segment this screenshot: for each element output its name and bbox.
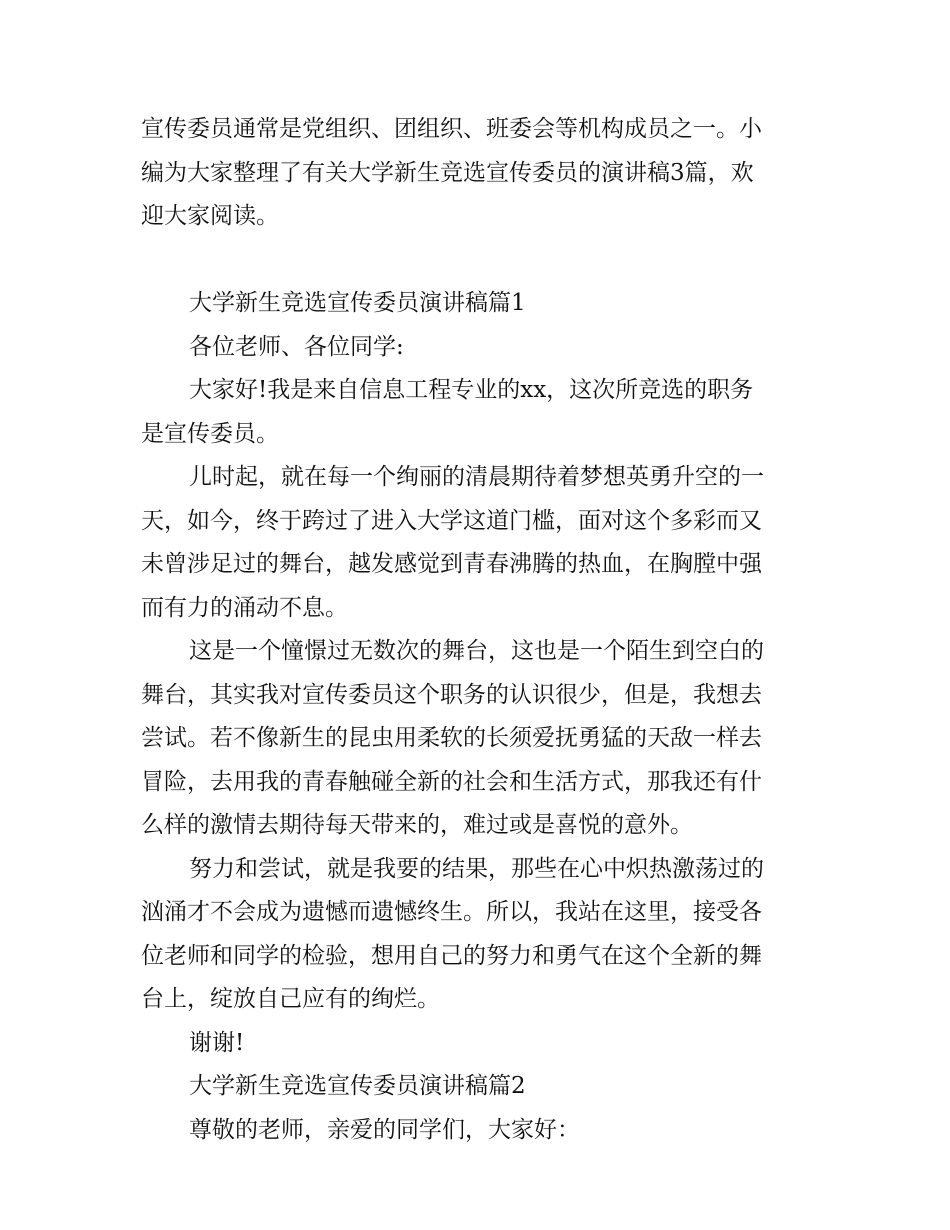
intro-line-1: 宣传委员通常是党组织、团组织、班委会等机构成员之一。小 [141, 116, 762, 142]
speech1-para2-line-1: 儿时起，就在每一个绚丽的清晨期待着梦想英勇升空的一 [189, 464, 764, 490]
speech1-title: 大学新生竞选宣传委员演讲稿篇1 [189, 290, 526, 316]
speech1-para2-line-3: 未曾涉足过的舞台，越发感觉到青春沸腾的热血，在胸膛中强 [141, 551, 762, 577]
speech1-para1-line-2: 是宣传委员。 [141, 420, 279, 447]
speech1-closing: 谢谢! [189, 1029, 245, 1056]
speech2-title: 大学新生竞选宣传委员演讲稿篇2 [189, 1073, 526, 1099]
speech1-para3-line-3: 尝试。若不像新生的昆虫用柔软的长须爱抚勇猛的天敌一样去 [141, 725, 762, 751]
speech1-para2-line-2: 天，如今，终于跨过了进入大学这道门槛，面对这个多彩而又 [141, 507, 762, 534]
speech1-para4-line-1: 努力和尝试，就是我要的结果，那些在心中炽热激荡过的 [189, 855, 764, 882]
intro-line-2: 编为大家整理了有关大学新生竞选宣传委员的演讲稿3篇，欢 [141, 159, 754, 186]
speech1-para4-line-4: 台上，绽放自己应有的绚烂。 [141, 986, 440, 1012]
document-body [141, 108, 816, 1152]
speech1-para2-line-4: 而有力的涌动不息。 [141, 594, 348, 621]
speech1-para3-line-5: 么样的激情去期待每天带来的，难过或是喜悦的意外。 [141, 812, 693, 838]
paragraph-spacer [141, 239, 816, 283]
speech1-para1-line-1: 大家好!我是来自信息工程专业的xx，这次所竞选的职务 [189, 377, 754, 403]
speech1-para3-line-1: 这是一个憧憬过无数次的舞台，这也是一个陌生到空白的 [189, 638, 764, 664]
speech1-para4-line-3: 位老师和同学的检验，想用自己的努力和勇气在这个全新的舞 [141, 942, 762, 969]
intro-line-3: 迎大家阅读。 [141, 203, 279, 229]
speech1-para3-line-4: 冒险，去用我的青春触碰全新的社会和生活方式，那我还有什 [141, 768, 762, 795]
speech1-greeting: 各位老师、各位同学: [189, 333, 404, 360]
speech2-greeting: 尊敬的老师，亲爱的同学们，大家好： [189, 1116, 580, 1143]
speech1-para3-line-2: 舞台，其实我对宣传委员这个职务的认识很少，但是，我想去 [141, 681, 762, 708]
speech1-para4-line-2: 汹涌才不会成为遗憾而遗憾终生。所以，我站在这里，接受各 [141, 899, 762, 925]
